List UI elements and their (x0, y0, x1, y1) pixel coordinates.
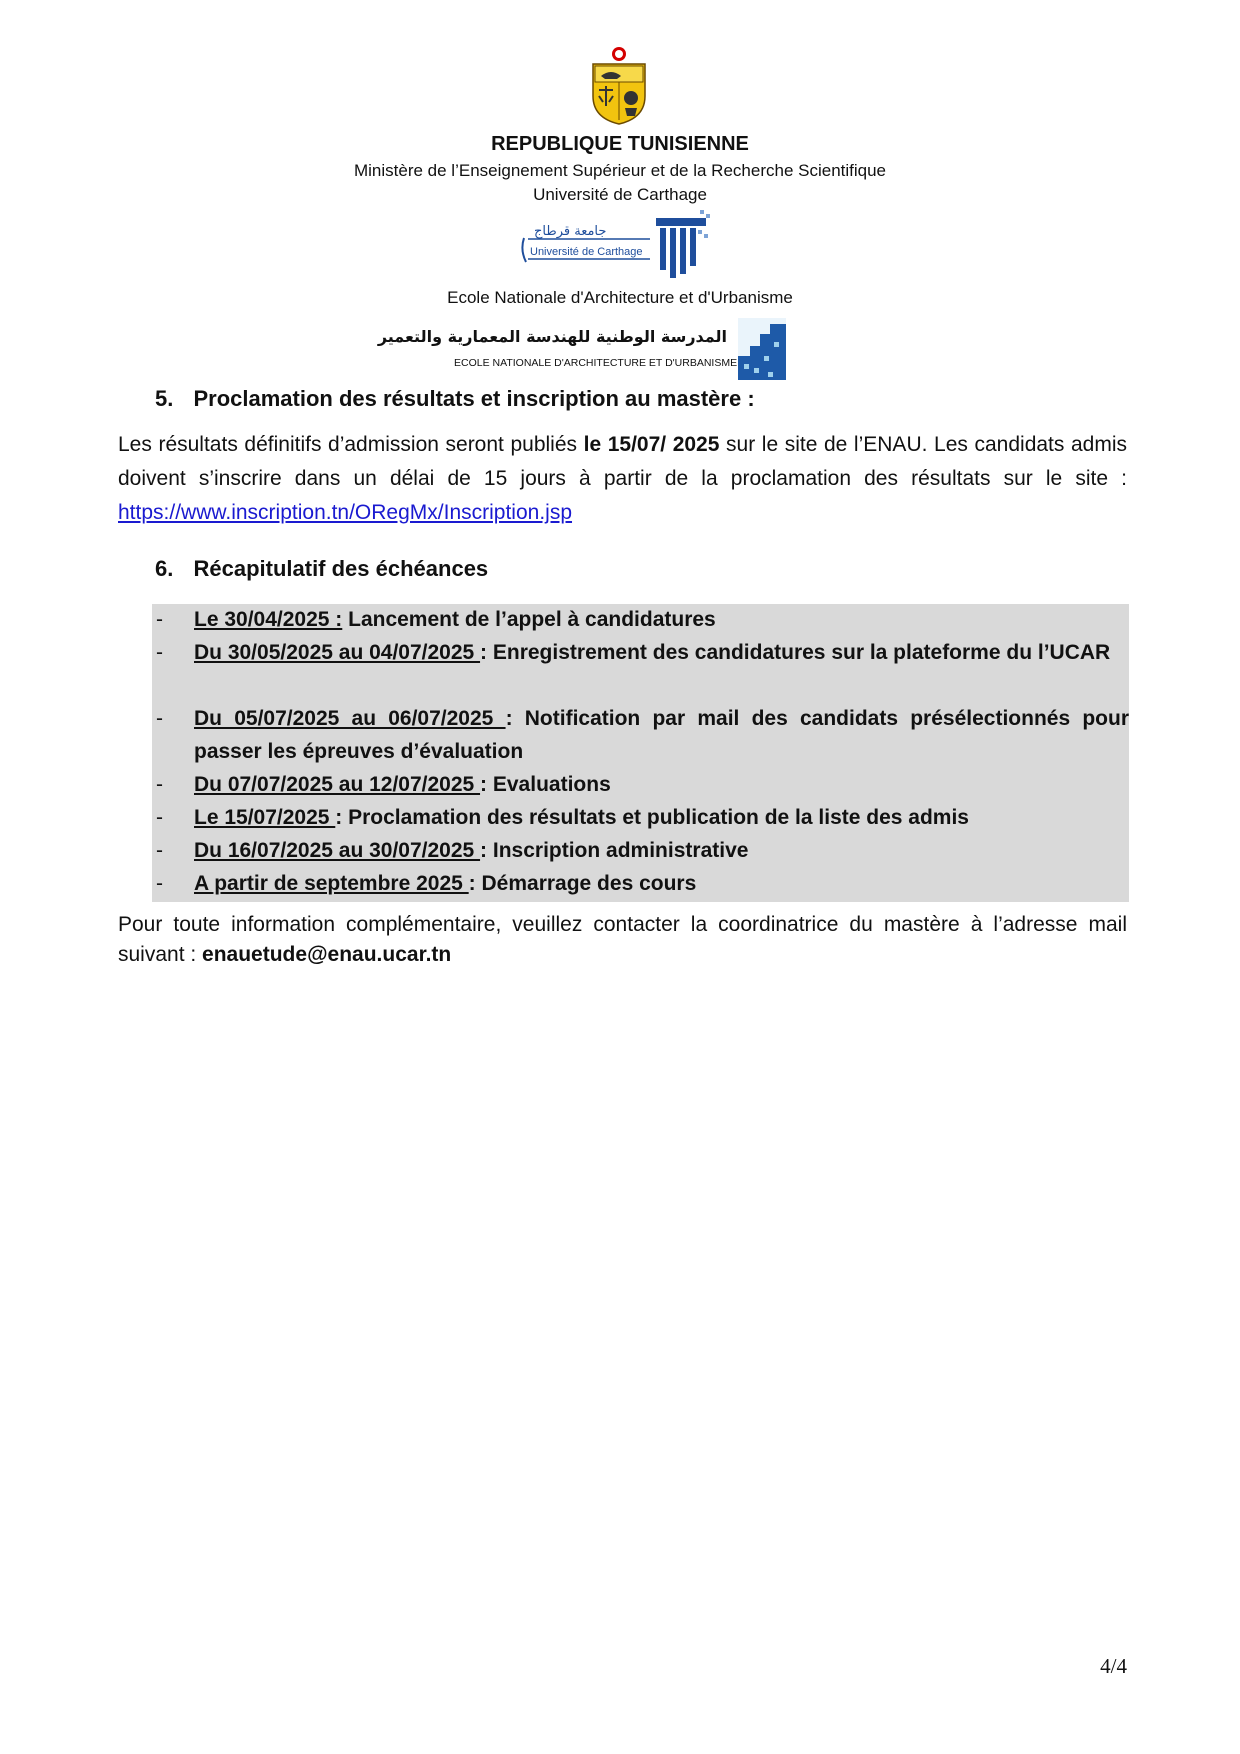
deadline-item: - Du 05/07/2025 au 06/07/2025 : Notification par mail des candidats présélectionnés pour passer les épreuves d’évaluation (156, 707, 1129, 763)
deadline-text: : Enregistrement des candidatures sur la plateforme du l’UCAR (480, 641, 1111, 664)
university-name: Université de Carthage (533, 185, 707, 204)
country-name: REPUBLIQUE TUNISIENNE (491, 133, 749, 155)
deadline-text: Lancement de l’appel à candidatures (342, 608, 716, 631)
deadline-item: - Le 30/04/2025 : Lancement de l’appel à candidatures (156, 608, 716, 631)
deadline-text: : Evaluations (480, 773, 611, 796)
deadline-text: : Notification par mail des candidats présélectionnés pour passer les épreuves d’évaluation (194, 707, 1129, 763)
page-number: 4/4 (1100, 1654, 1127, 1678)
tunisia-coat-of-arms (587, 46, 651, 126)
contact-email: enauetude@enau.ucar.tn (202, 943, 452, 966)
ucar-logo-arabic-text: جامعة قرطاج (534, 224, 607, 239)
results-text-1: Les résultats définitifs d’admission seront publiés (118, 433, 584, 456)
deadline-date: Du 05/07/2025 au 06/07/2025 (194, 707, 506, 730)
deadline-item: - Le 15/07/2025 : Proclamation des résultats et publication de la liste des admis (156, 806, 969, 829)
ministry-name: Ministère de l’Enseignement Supérieur et de la Recherche Scientifique (353, 161, 887, 180)
deadline-text: : Proclamation des résultats et publication de la liste des admis (335, 806, 969, 829)
deadline-item: - Du 16/07/2025 au 30/07/2025 : Inscription administrative (156, 839, 749, 862)
deadline-item: - Du 30/05/2025 au 04/07/2025 : Enregistrement des candidatures sur la plateforme du l’UCAR (156, 641, 1111, 664)
deadline-text: : Démarrage des cours (468, 872, 697, 895)
deadline-date: A partir de septembre 2025 (194, 872, 469, 895)
deadline-text: : Inscription administrative (480, 839, 749, 862)
section-5-title: Proclamation des résultats et inscription au mastère : (193, 386, 755, 411)
ucar-logo (520, 208, 712, 282)
deadline-date: Du 07/07/2025 au 12/07/2025 (194, 773, 481, 796)
section-5-heading (155, 386, 755, 412)
enau-logo (377, 316, 788, 382)
deadline-item: - A partir de septembre 2025 : Démarrage des cours (156, 872, 697, 895)
section-5-number: 5. (155, 386, 174, 411)
enau-logo-arabic-text: المدرسة الوطنية للهندسة المعمارية والتعمير (377, 327, 727, 346)
deadline-date: Le 30/04/2025 : (194, 608, 343, 631)
enau-logo-french-text: ECOLE NATIONALE D'ARCHITECTURE ET D'URBANISME (454, 357, 738, 369)
results-date: le 15/07/ 2025 (583, 433, 720, 456)
deadline-item: - Du 07/07/2025 au 12/07/2025 : Evaluations (156, 773, 611, 796)
contact-paragraph (118, 910, 1127, 970)
ucar-logo-french-text: Université de Carthage (530, 246, 643, 258)
section-6-heading (155, 556, 488, 582)
section-6-number: 6. (155, 556, 174, 581)
contact-text: Pour toute information complémentaire, veuillez contacter la coordinatrice du mastère à l’adresse mail suivant : (118, 913, 1127, 966)
deadline-date: Du 30/05/2025 au 04/07/2025 (194, 641, 481, 664)
results-text-2: sur le site de l’ENAU. Les candidats admis doivent s’inscrire dans un délai de 15 jours à partir de la proclamation des résultats sur le site : (118, 433, 1127, 490)
deadline-date: Du 16/07/2025 au 30/07/2025 (194, 839, 481, 862)
deadline-date: Le 15/07/2025 (194, 806, 336, 829)
section-5-paragraph (118, 428, 1127, 530)
inscription-link[interactable]: https://www.inscription.tn/ORegMx/Inscription.jsp (118, 501, 573, 524)
school-name: Ecole Nationale d'Architecture et d'Urbanisme (447, 288, 793, 307)
section-6-title: Récapitulatif des échéances (193, 556, 489, 581)
